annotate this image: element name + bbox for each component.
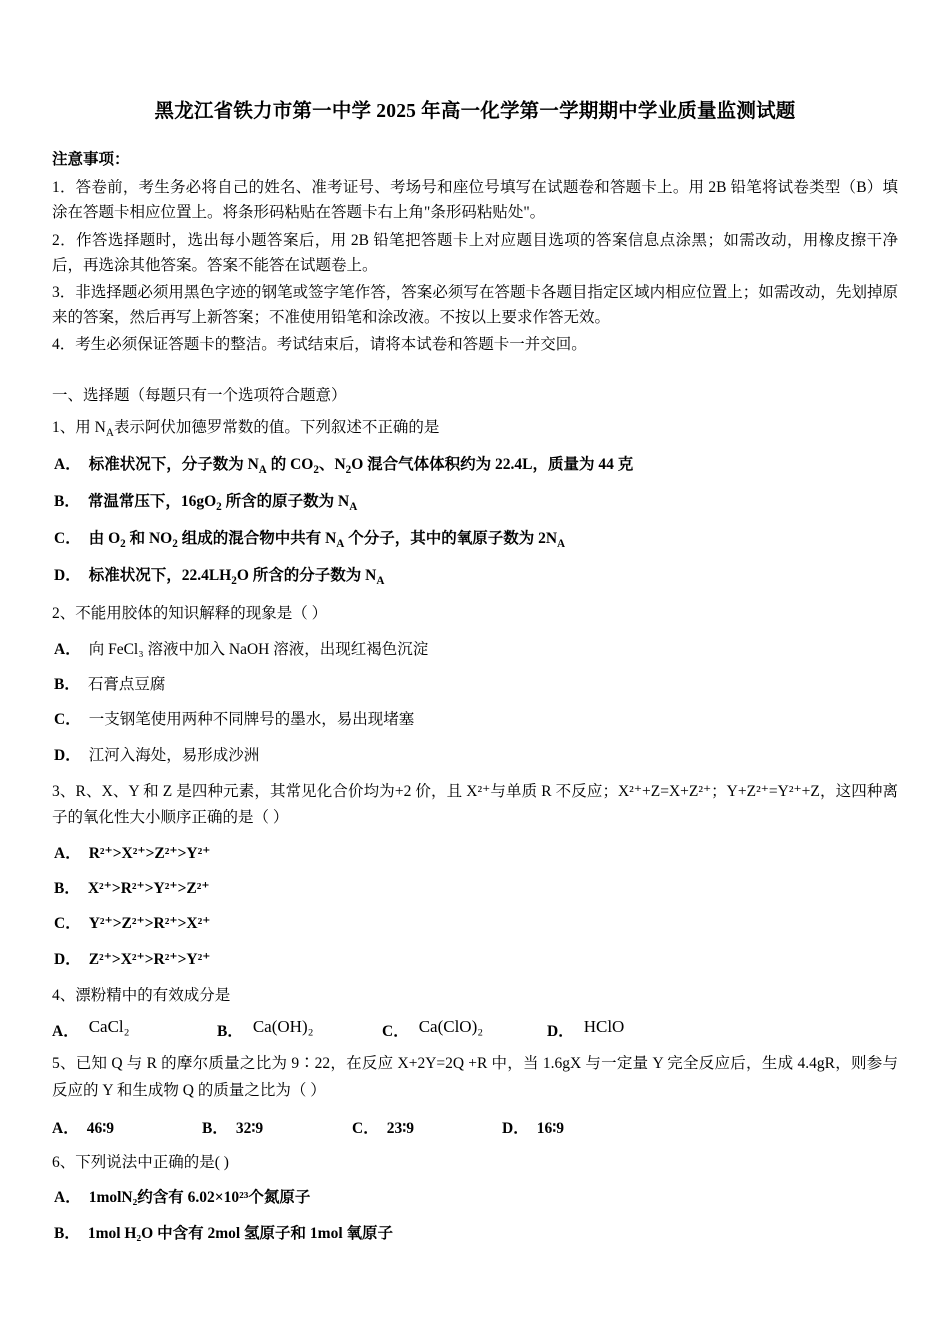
option-formula: HClO <box>583 1017 625 1037</box>
option-text: 一支钢笔使用两种不同牌号的墨水，易出现堵塞 <box>88 711 415 729</box>
option-text: 46∶9 <box>86 1120 114 1138</box>
option-formula: Ca(OH)₂ <box>252 1017 314 1037</box>
question-4-options <box>52 1019 898 1041</box>
option-sub: A <box>336 538 345 551</box>
question-5-option-a <box>52 1116 202 1138</box>
option-text: 16∶9 <box>536 1120 564 1138</box>
question-1 <box>52 415 898 591</box>
question-6-stem: 6、下列说法中正确的是( ) <box>52 1154 229 1172</box>
option-text: 23∶9 <box>386 1120 414 1138</box>
option-label: A． <box>52 1023 79 1041</box>
option-label: C． <box>54 915 81 933</box>
option-label: C． <box>54 530 81 548</box>
option-formula: Ca(ClO)₂ <box>418 1017 484 1037</box>
option-label: A． <box>54 640 81 658</box>
question-1-stem <box>52 415 898 443</box>
option-text: 和 NO <box>125 530 173 548</box>
option-label: C． <box>352 1120 379 1138</box>
notes-heading: 注意事项： <box>52 151 130 169</box>
option-sub: 2 <box>172 538 178 551</box>
note-item-3: 3．非选择题必须用黑色字迹的钢笔或签字笔作答，答案必须写在答题卡各题目指定区域内相应位置上；如需改动，先划掉原来的答案，然后再写上新答案；不准使用铅笔和涂改液。不按以上要求作答无效。 <box>52 283 898 326</box>
question-5-option-b <box>202 1116 352 1138</box>
question-2 <box>52 601 898 769</box>
question-3-option-b <box>52 876 898 902</box>
option-sub: 2 <box>313 464 319 477</box>
option-label: B． <box>54 880 80 898</box>
question-5-options <box>52 1116 898 1138</box>
question-1-option-a <box>52 452 898 480</box>
option-sub: 2 <box>120 538 126 551</box>
question-5-option-d <box>502 1116 652 1138</box>
option-text: O 所含的分子数为 N <box>236 567 377 585</box>
option-formula: CaCl₂ <box>88 1017 130 1037</box>
option-text: 的 CO <box>266 456 314 474</box>
option-label: C． <box>54 711 81 729</box>
question-3-stem: 3、R、X、Y 和 Z 是四种元素，其常见化合价均为+2 价，且 X²⁺与单质 R 不反应；X²⁺+Z=X+Z²⁺；Y+Z²⁺=Y²⁺+Z，这四种离子的氧化性大小顺序正确的是（ ） <box>52 783 898 827</box>
question-4-option-d <box>547 1019 712 1041</box>
question-1-option-d <box>52 563 898 591</box>
option-text: 向 FeCl₃ 溶液中加入 NaOH 溶液，出现红褐色沉淀 <box>88 640 429 658</box>
option-label: B． <box>54 493 80 511</box>
question-3-option-d <box>52 947 898 973</box>
option-sub: A <box>349 501 358 514</box>
option-label: D． <box>54 950 81 968</box>
question-1-stem-rest: 表示阿伏加德罗常数的值。下列叙述不正确的是 <box>113 419 440 437</box>
option-label: A． <box>52 1120 79 1138</box>
option-label: A． <box>54 844 81 862</box>
option-text: 标准状况下，22.4LH <box>88 567 232 585</box>
option-text: X²⁺>R²⁺>Y²⁺>Z²⁺ <box>87 880 210 898</box>
option-text: 江河入海处，易形成沙洲 <box>88 746 260 764</box>
question-3-option-c <box>52 911 898 937</box>
question-2-option-d <box>52 743 898 769</box>
option-label: C． <box>382 1023 409 1041</box>
question-5-stem: 5、已知 Q 与 R 的摩尔质量之比为 9∶22，在反应 X+2Y=2Q +R 中，当 1.6gX 与一定量 Y 完全反应后，生成 4.4gR，则参与反应的 Y 和生成物 Q 的质量之比为（ ） <box>52 1055 898 1099</box>
option-label: D． <box>54 746 81 764</box>
question-2-option-c <box>52 707 898 733</box>
option-label: B． <box>217 1023 243 1041</box>
option-text: 石膏点豆腐 <box>87 675 166 693</box>
note-item-4: 4．考生必须保证答题卡的整洁。考试结束后，请将本试卷和答题卡一并交回。 <box>52 335 587 353</box>
question-4-option-b <box>217 1019 382 1041</box>
question-1-option-b <box>52 489 898 517</box>
question-2-stem: 2、不能用胶体的知识解释的现象是（ ） <box>52 605 328 623</box>
option-text: 由 O <box>88 530 121 548</box>
question-5-option-c <box>352 1116 502 1138</box>
option-label: B． <box>54 1224 80 1242</box>
option-sub: 2 <box>345 464 352 477</box>
option-text: 常温常压下，16gO <box>87 493 217 511</box>
option-label: D． <box>502 1120 529 1138</box>
question-6-option-a <box>52 1185 898 1211</box>
question-3-option-a <box>52 841 898 867</box>
question-6-option-b <box>52 1221 898 1247</box>
option-sub: 2 <box>231 575 237 588</box>
note-item-2: 2．作答选择题时，选出每小题答案后，用 2B 铅笔把答题卡上对应题目选项的答案信息点涂黑；如需改动，用橡皮擦干净后，再选涂其他答案。答案不能答在试题卷上。 <box>52 231 898 274</box>
option-text: Z²⁺>X²⁺>R²⁺>Y²⁺ <box>88 950 211 968</box>
option-text: 、N <box>318 456 346 474</box>
option-sub: A <box>376 575 385 588</box>
option-text: Y²⁺>Z²⁺>R²⁺>X²⁺ <box>88 915 211 933</box>
option-label: A． <box>54 1189 81 1207</box>
question-2-option-a <box>52 637 898 663</box>
question-4-stem: 4、漂粉精中的有效成分是 <box>52 987 231 1005</box>
option-sub: A <box>258 464 267 477</box>
page-title: 黑龙江省铁力市第一中学 2025 年高一化学第一学期期中学业质量监测试题 <box>154 101 796 122</box>
question-1-option-c <box>52 526 898 554</box>
option-sub: A <box>557 538 566 551</box>
option-text: 组成的混合物中共有 N <box>177 530 337 548</box>
section-one-title: 一、选择题（每题只有一个选项符合题意） <box>52 387 347 405</box>
question-5 <box>52 1051 898 1138</box>
option-text: 所含的原子数为 N <box>221 493 350 511</box>
question-4-option-c <box>382 1019 547 1041</box>
question-1-stem-sub: A <box>105 427 114 440</box>
question-1-stem-prefix: 1、用 N <box>52 419 106 437</box>
option-text: O 混合气体体积约为 22.4L，质量为 44 克 <box>351 456 634 474</box>
option-sub: 2 <box>216 501 222 514</box>
option-text: 32∶9 <box>235 1120 264 1138</box>
option-text: 1molN₂约含有 6.02×10²³个氮原子 <box>88 1189 311 1207</box>
option-label: B． <box>202 1120 228 1138</box>
option-text: R²⁺>X²⁺>Z²⁺>Y²⁺ <box>88 844 211 862</box>
question-6 <box>52 1150 898 1247</box>
option-label: D． <box>54 567 81 585</box>
question-4-option-a <box>52 1019 217 1041</box>
option-label: D． <box>547 1023 574 1041</box>
option-label: A． <box>54 456 81 474</box>
note-item-1: 1．答卷前，考生务必将自己的姓名、准考证号、考场号和座位号填写在试题卷和答题卡上。用 2B 铅笔将试卷类型（B）填涂在答题卡相应位置上。将条形码粘贴在答题卡右上角"条形码粘贴处"。 <box>52 179 898 222</box>
option-label: B． <box>54 675 80 693</box>
notes-block <box>52 147 898 357</box>
question-2-option-b <box>52 672 898 698</box>
question-4 <box>52 983 898 1041</box>
question-3 <box>52 779 898 973</box>
option-text: 个分子，其中的氧原子数为 2N <box>344 530 558 548</box>
option-text: 标准状况下，分子数为 N <box>88 456 259 474</box>
option-text: 1mol H₂O 中含有 2mol 氢原子和 1mol 氧原子 <box>87 1224 394 1242</box>
